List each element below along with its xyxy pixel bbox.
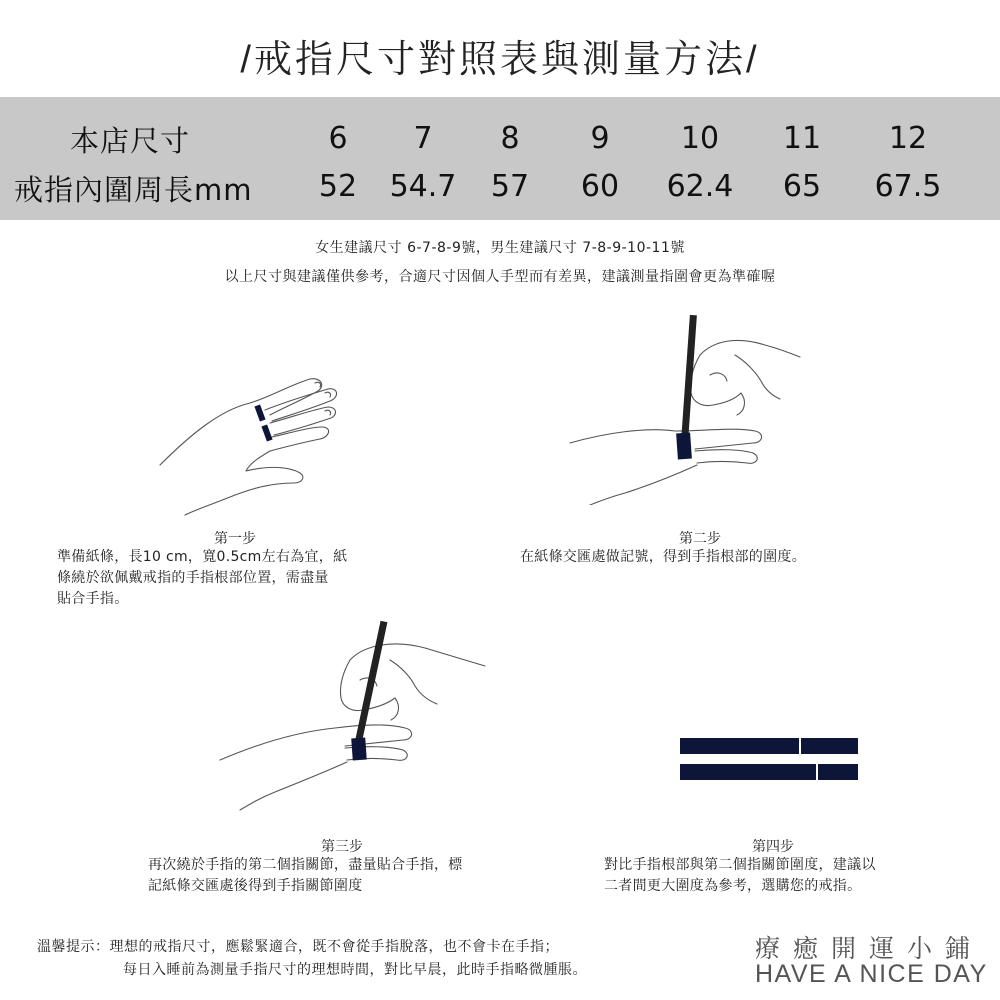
disclaimer-note: 以上尺寸與建議僅供參考，合適尺寸因個人手型而有差異，建議測量指圍會更為準確喔 <box>224 269 776 285</box>
step1-line: 條繞於欲佩戴戒指的手指根部位置，需盡量 <box>57 570 329 586</box>
warning-line: 每日入睡前為測量手指尺寸的理想時間，對比早晨，此時手指略微腫脹。 <box>123 962 587 978</box>
step4-title: 第四步 <box>752 839 794 855</box>
step4-mark-bottom <box>816 764 818 780</box>
step4-line: 二者間更大圍度為參考，選購您的戒指。 <box>604 878 862 894</box>
step1-title: 第一步 <box>214 531 256 547</box>
step3-pen <box>354 621 388 750</box>
step3-title: 第三步 <box>321 839 363 855</box>
step1-line: 準備紙條，長10 cm，寬0.5cm左右為宜，紙 <box>57 549 348 565</box>
circumference-cell: 60 <box>580 169 620 204</box>
step4-mark-top <box>799 738 801 754</box>
step1-line: 貼合手指。 <box>57 591 129 607</box>
circumference-cell: 57 <box>490 169 530 204</box>
size-cell: 7 <box>413 121 433 156</box>
step2-hand-illustration <box>565 315 805 505</box>
step3-line: 再次繞於手指的第二個指關節，盡量貼合手指，標 <box>148 857 463 873</box>
brand-name-english: HAVE A NICE DAY <box>755 960 988 988</box>
size-cell: 8 <box>500 121 520 156</box>
size-cell: 9 <box>590 121 610 156</box>
size-cell: 11 <box>782 121 822 156</box>
circumference-cell: 65 <box>782 169 822 204</box>
step3-hand-illustration <box>215 620 490 820</box>
row-label-circumference: 戒指內圍周長mm <box>14 173 253 207</box>
step4-description <box>604 855 964 897</box>
warning-note <box>37 936 717 982</box>
size-recommendation-note: 女生建議尺寸 6-7-8-9號，男生建議尺寸 7-8-9-10-11號 <box>315 240 685 256</box>
circumference-cell: 62.4 <box>666 169 734 204</box>
step2-title: 第二步 <box>679 531 721 547</box>
circumference-cell: 52 <box>318 169 358 204</box>
step1-paper-strip <box>254 404 265 421</box>
size-cell: 12 <box>888 121 928 156</box>
brand-name-chinese: 療癒開運小鋪 <box>755 934 984 963</box>
step2-paper-strip <box>676 433 692 460</box>
step2-description <box>520 547 880 568</box>
step3-paper-strip <box>351 738 367 761</box>
row-label-store-size: 本店尺寸 <box>70 124 191 158</box>
size-cell: 6 <box>328 121 348 156</box>
warning-line: 溫馨提示：理想的戒指尺寸，應鬆緊適合，既不會從手指脫落，也不會卡在手指； <box>37 939 559 955</box>
step4-line: 對比手指根部與第二個指關節圍度，建議以 <box>604 857 876 873</box>
title-slash-left: / <box>240 39 254 81</box>
step4-strip-bottom <box>680 764 858 780</box>
step3-line: 記紙條交匯處後得到手指關節圍度 <box>148 878 363 894</box>
step3-description <box>148 855 548 897</box>
page-title <box>0 28 1000 83</box>
step1-hand-illustration <box>150 365 350 525</box>
circumference-cell: 54.7 <box>389 169 457 204</box>
title-text: 戒指尺寸對照表與測量方法 <box>253 37 746 81</box>
size-cell: 10 <box>680 121 720 156</box>
step1-description <box>57 547 417 610</box>
step4-strip-top <box>680 738 858 754</box>
circumference-cell: 67.5 <box>874 169 942 204</box>
step2-line: 在紙條交匯處做記號，得到手指根部的圍度。 <box>520 549 806 565</box>
step1-paper-strip <box>261 424 272 441</box>
title-slash-right: / <box>746 39 760 81</box>
